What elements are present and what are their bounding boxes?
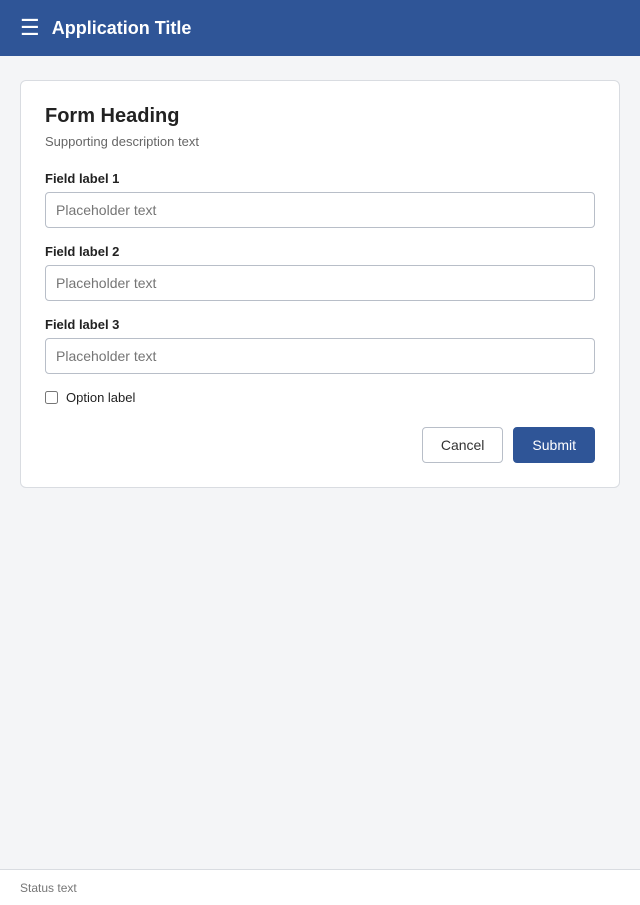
status-bar (0, 869, 640, 905)
cancel-button[interactable]: Cancel (422, 427, 504, 463)
option-row (45, 390, 595, 405)
field-3-label: Field label 3 (45, 317, 120, 332)
form-field-3 (45, 317, 595, 374)
field-1-label: Field label 1 (45, 171, 120, 186)
option-label: Option label (66, 390, 136, 405)
menu-icon[interactable]: ☰ (20, 15, 40, 40)
form-actions (45, 427, 595, 463)
app-header (0, 0, 640, 56)
form-card (20, 80, 620, 488)
form-subtitle: Supporting description text (45, 134, 199, 149)
app-title: Application Title (51, 17, 192, 38)
form-heading: Form Heading (45, 105, 180, 127)
form-field-2 (45, 244, 595, 301)
submit-button[interactable]: Submit (513, 427, 595, 463)
field-1-input[interactable] (45, 192, 595, 228)
field-3-input[interactable] (45, 338, 595, 374)
field-2-label: Field label 2 (45, 244, 120, 259)
status-text: Status text (20, 880, 77, 895)
field-2-input[interactable] (45, 265, 595, 301)
form-field-1 (45, 171, 595, 228)
option-checkbox[interactable] (45, 391, 58, 404)
